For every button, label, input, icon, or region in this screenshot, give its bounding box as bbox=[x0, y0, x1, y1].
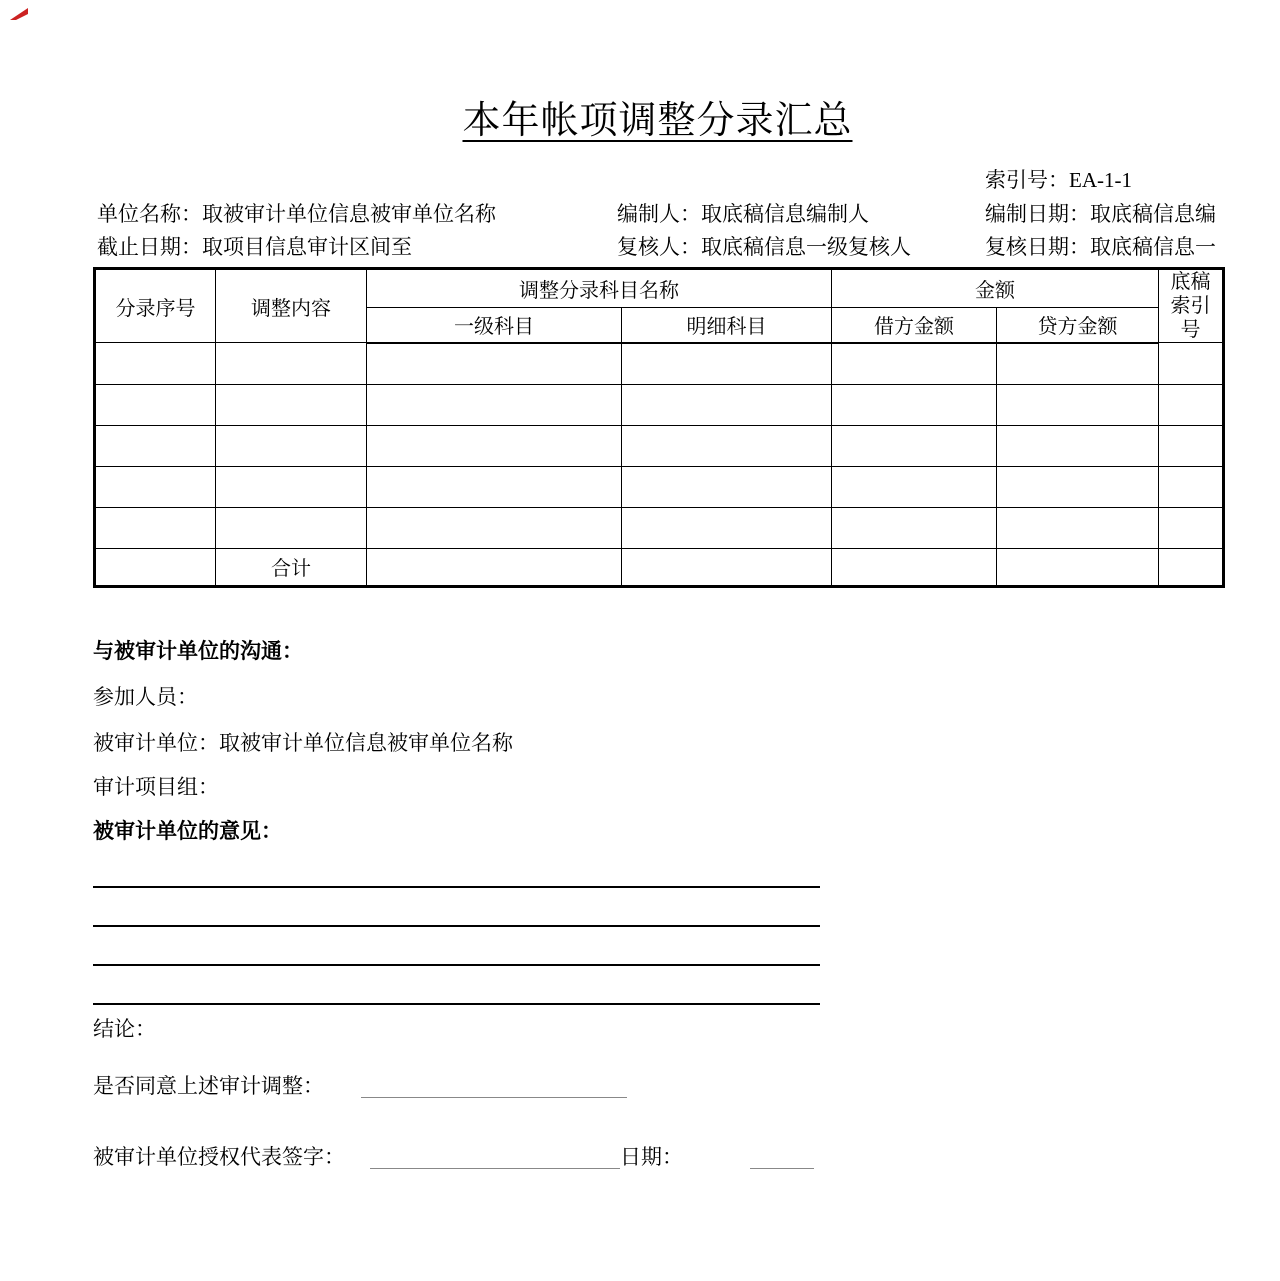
table-cell bbox=[1159, 343, 1224, 385]
table-cell bbox=[216, 384, 367, 425]
table-cell bbox=[997, 343, 1159, 385]
conclusion-heading: 结论： bbox=[93, 1016, 156, 1041]
table-cell bbox=[367, 507, 622, 548]
header-account-name-group: 调整分录科目名称 bbox=[367, 269, 832, 308]
unit-name-field: 单位名称：取被审计单位信息被审单位名称 bbox=[97, 202, 496, 226]
table-cell bbox=[997, 507, 1159, 548]
signature-label: 被审计单位授权代表签字： bbox=[93, 1144, 345, 1169]
table-cell bbox=[832, 548, 997, 586]
red-corner-mark-icon bbox=[8, 6, 30, 27]
table-cell bbox=[95, 507, 216, 548]
table-cell bbox=[997, 466, 1159, 507]
table-cell bbox=[1159, 466, 1224, 507]
signature-line bbox=[93, 1144, 1222, 1169]
signature-blank-line bbox=[370, 1144, 620, 1169]
table-cell bbox=[832, 425, 997, 466]
page-title: 本年帐项调整分录汇总 bbox=[462, 100, 853, 142]
opinion-writing-line bbox=[93, 888, 820, 927]
table-cell bbox=[832, 466, 997, 507]
table-header-row-1 bbox=[95, 269, 1224, 308]
table-cell bbox=[95, 425, 216, 466]
table-cell bbox=[622, 384, 832, 425]
table-total-section bbox=[95, 548, 1224, 586]
header-debit-amount: 借方金额 bbox=[832, 307, 997, 342]
table-cell bbox=[1159, 425, 1224, 466]
audit-team-label: 审计项目组： bbox=[93, 774, 219, 799]
table-cell bbox=[367, 425, 622, 466]
header-detail-account: 明细科目 bbox=[622, 307, 832, 342]
agree-line bbox=[93, 1073, 1222, 1098]
header-level1-account: 一级科目 bbox=[367, 307, 622, 342]
table-cell bbox=[95, 548, 216, 586]
table-cell bbox=[216, 466, 367, 507]
table-cell bbox=[997, 384, 1159, 425]
table-cell bbox=[622, 507, 832, 548]
table-cell bbox=[95, 466, 216, 507]
table-cell bbox=[997, 425, 1159, 466]
title-row bbox=[93, 0, 1222, 144]
document-content bbox=[93, 0, 1222, 1169]
table-row bbox=[95, 343, 1224, 385]
reviewer-field: 复核人：取底稿信息一级复核人 bbox=[617, 235, 911, 259]
opinion-writing-line bbox=[93, 966, 820, 1005]
table-header bbox=[95, 269, 1224, 343]
date-blank-line bbox=[750, 1144, 814, 1169]
header-entry-no: 分录序号 bbox=[95, 269, 216, 343]
table-cell bbox=[367, 343, 622, 385]
table-cell bbox=[1159, 384, 1224, 425]
table-cell bbox=[1159, 548, 1224, 586]
opinion-writing-lines bbox=[93, 843, 820, 1005]
table-cell bbox=[367, 384, 622, 425]
date-label: 日期： bbox=[620, 1144, 683, 1169]
index-number: 索引号：EA-1-1 bbox=[985, 168, 1132, 192]
header-wp-index: 底稿索引号 bbox=[1159, 269, 1224, 343]
table-cell bbox=[997, 548, 1159, 586]
table-cell bbox=[1159, 507, 1224, 548]
table-body bbox=[95, 343, 1224, 549]
table-cell bbox=[832, 507, 997, 548]
review-date-field: 复核日期：取底稿信息一 bbox=[985, 235, 1216, 259]
table-cell bbox=[216, 507, 367, 548]
table-row bbox=[95, 384, 1224, 425]
table-cell bbox=[622, 425, 832, 466]
adjustment-entries-table bbox=[93, 267, 1225, 588]
table-cell bbox=[216, 425, 367, 466]
table-cell bbox=[832, 343, 997, 385]
cutoff-date-field: 截止日期：取项目信息审计区间至 bbox=[97, 235, 412, 259]
header-amount-group: 金额 bbox=[832, 269, 1159, 308]
table-cell bbox=[622, 548, 832, 586]
table-cell bbox=[367, 548, 622, 586]
total-row bbox=[95, 548, 1224, 586]
opinion-writing-line bbox=[93, 927, 820, 966]
table-cell bbox=[622, 466, 832, 507]
table-row bbox=[95, 507, 1224, 548]
participants-label: 参加人员： bbox=[93, 684, 198, 709]
table-cell bbox=[832, 384, 997, 425]
table-cell bbox=[95, 343, 216, 385]
agree-label: 是否同意上述审计调整： bbox=[93, 1073, 324, 1098]
table-cell bbox=[95, 384, 216, 425]
total-label-cell: 合计 bbox=[216, 548, 367, 586]
prepare-date-field: 编制日期：取底稿信息编 bbox=[985, 202, 1216, 226]
info-row-2 bbox=[93, 231, 1222, 264]
header-credit-amount: 贷方金额 bbox=[997, 307, 1159, 342]
table-row bbox=[95, 466, 1224, 507]
communication-heading: 与被审计单位的沟通： bbox=[93, 638, 303, 663]
opinion-heading: 被审计单位的意见： bbox=[93, 818, 282, 843]
agree-blank-line bbox=[361, 1073, 627, 1098]
table-cell bbox=[367, 466, 622, 507]
info-row-1 bbox=[93, 198, 1222, 231]
table-cell bbox=[622, 343, 832, 385]
table-row bbox=[95, 425, 1224, 466]
table-cell bbox=[216, 343, 367, 385]
opinion-writing-line bbox=[93, 843, 820, 888]
header-adjust-content: 调整内容 bbox=[216, 269, 367, 343]
auditee-line: 被审计单位：取被审计单位信息被审单位名称 bbox=[93, 730, 513, 755]
preparer-field: 编制人：取底稿信息编制人 bbox=[617, 202, 869, 226]
